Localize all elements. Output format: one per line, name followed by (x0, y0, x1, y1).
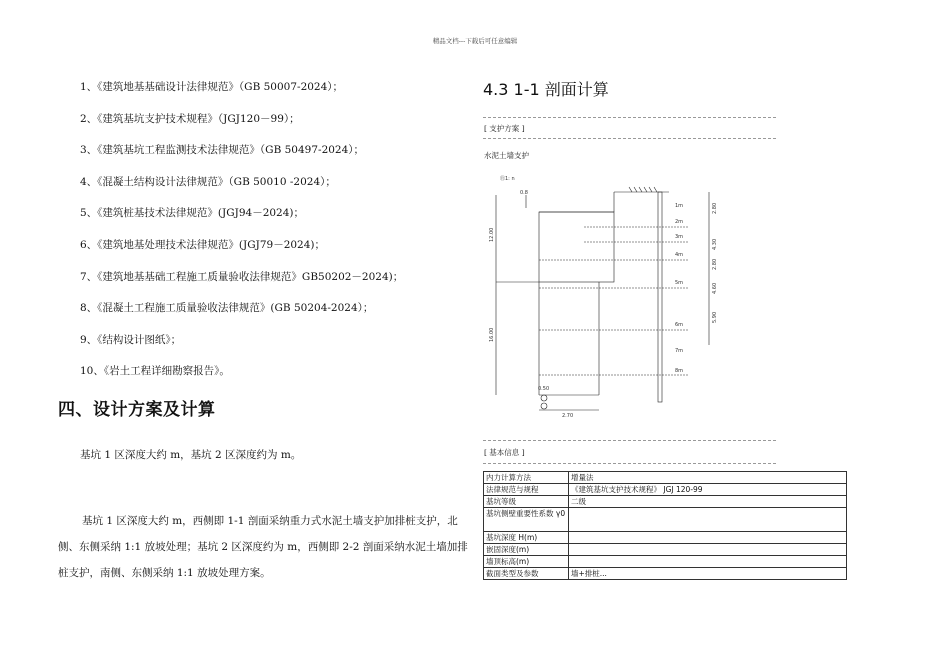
table-row (484, 508, 847, 532)
dim-right-4: 4.60 (712, 282, 718, 294)
dim-depth-lower: 16.00 (489, 327, 495, 342)
layer-label: 4m (675, 252, 684, 258)
paragraph-depth: 基坑 1 区深度大约 m，基坑 2 区深度约为 m。 (80, 449, 302, 461)
table-value (569, 544, 847, 556)
dim-right-2: 4.30 (712, 238, 718, 250)
table-row (484, 544, 847, 556)
dim-width: 2.70 (562, 413, 574, 419)
list-item: 7、《建筑地基基础工程施工质量验收法律规范》GB50202－2024)； (80, 270, 404, 283)
table-key: 嵌固深度(m) (484, 544, 569, 556)
divider (483, 117, 776, 118)
table-key: 基坑等级 (484, 496, 569, 508)
list-item: 2、《建筑基坑支护技术规程》（JGJ120－99）； (80, 112, 300, 125)
calc-title: 4.3 1-1 剖面计算 (483, 80, 609, 99)
table-value: 二级 (569, 496, 847, 508)
reference-list (80, 80, 403, 396)
layer-label: 1m (675, 203, 684, 209)
layer-label: 7m (675, 348, 684, 354)
table-value: 《建筑基坑支护技术规程》 JGJ 120-99 (569, 484, 847, 496)
section-title: 四、设计方案及计算 (58, 400, 216, 420)
table-row (484, 568, 847, 580)
basic-info-table (483, 471, 847, 580)
dim-right-1: 2.80 (712, 202, 718, 214)
table-key: 基坑深度 H(m) (484, 532, 569, 544)
table-key: 内力计算方法 (484, 472, 569, 484)
list-item: 4、《混凝土结构设计法律规范》（GB 50010 -2024）； (80, 175, 336, 188)
divider (483, 440, 776, 441)
paragraph-scheme: 基坑 1 区深度大约 m，西侧即 1-1 剖面采纳重力式水泥土墙支护加排桩支护，北侧、东侧采纳 1:1 放坡处理；基坑 2 区深度约为 m，西侧即 2-2 剖面采纳水泥土墙加排桩支护，南侧、东侧采纳 1:1 放坡处理方案。 (58, 515, 468, 579)
drawing-scale-label: Ⓡ1: n (500, 176, 515, 182)
table-row (484, 484, 847, 496)
layer-label: 8m (675, 368, 684, 374)
divider (483, 463, 776, 464)
table-value: 墙+排桩... (569, 568, 847, 580)
dim-right-5: 5.90 (712, 311, 718, 323)
table-value: 增量法 (569, 472, 847, 484)
section-drawing (484, 170, 724, 425)
dim-top-offset: 0.8 (520, 190, 528, 196)
table-row (484, 496, 847, 508)
list-item: 3、《建筑基坑工程监测技术法律规范》（GB 50497-2024）； (80, 144, 365, 157)
table-key: 基坑侧壁重要性系数 γ0 (484, 508, 569, 532)
divider (483, 138, 776, 139)
dim-depth-upper: 12.00 (489, 227, 495, 242)
table-value (569, 532, 847, 544)
table-row (484, 556, 847, 568)
list-item: 6、《建筑地基处理技术法律规范》(JGJ79－2024)； (80, 238, 326, 251)
dim-right-3: 2.80 (712, 258, 718, 270)
table-key: 墙顶标高(m) (484, 556, 569, 568)
layer-label: 3m (675, 234, 684, 240)
basic-info-label: [ 基本信息 ] (484, 448, 525, 457)
support-type: 水泥土墙支护 (484, 151, 529, 160)
table-key: 法律规范与规程 (484, 484, 569, 496)
list-item: 5、《建筑桩基技术法律规范》(JGJ94－2024)； (80, 207, 305, 220)
page-header: 精品文档---下载后可任意编辑 (432, 37, 518, 45)
table-row (484, 472, 847, 484)
table-value (569, 508, 847, 532)
support-scheme-label: [ 支护方案 ] (484, 124, 525, 133)
list-item: 9、《结构设计图纸》； (80, 333, 182, 346)
list-item: 8、《混凝土工程施工质量验收法律规范》(GB 50204-2024）； (80, 302, 374, 315)
layer-label: 6m (675, 322, 684, 328)
dim-toe: 0.50 (538, 386, 550, 392)
table-key: 截面类型及参数 (484, 568, 569, 580)
layer-label: 5m (675, 280, 684, 286)
table-row (484, 532, 847, 544)
list-item: 1、《建筑地基基础设计法律规范》（GB 50007-2024）； (80, 81, 344, 93)
list-item: 10、《岩土工程详细勘察报告》。 (80, 365, 230, 378)
layer-label: 2m (675, 219, 684, 225)
table-value (569, 556, 847, 568)
